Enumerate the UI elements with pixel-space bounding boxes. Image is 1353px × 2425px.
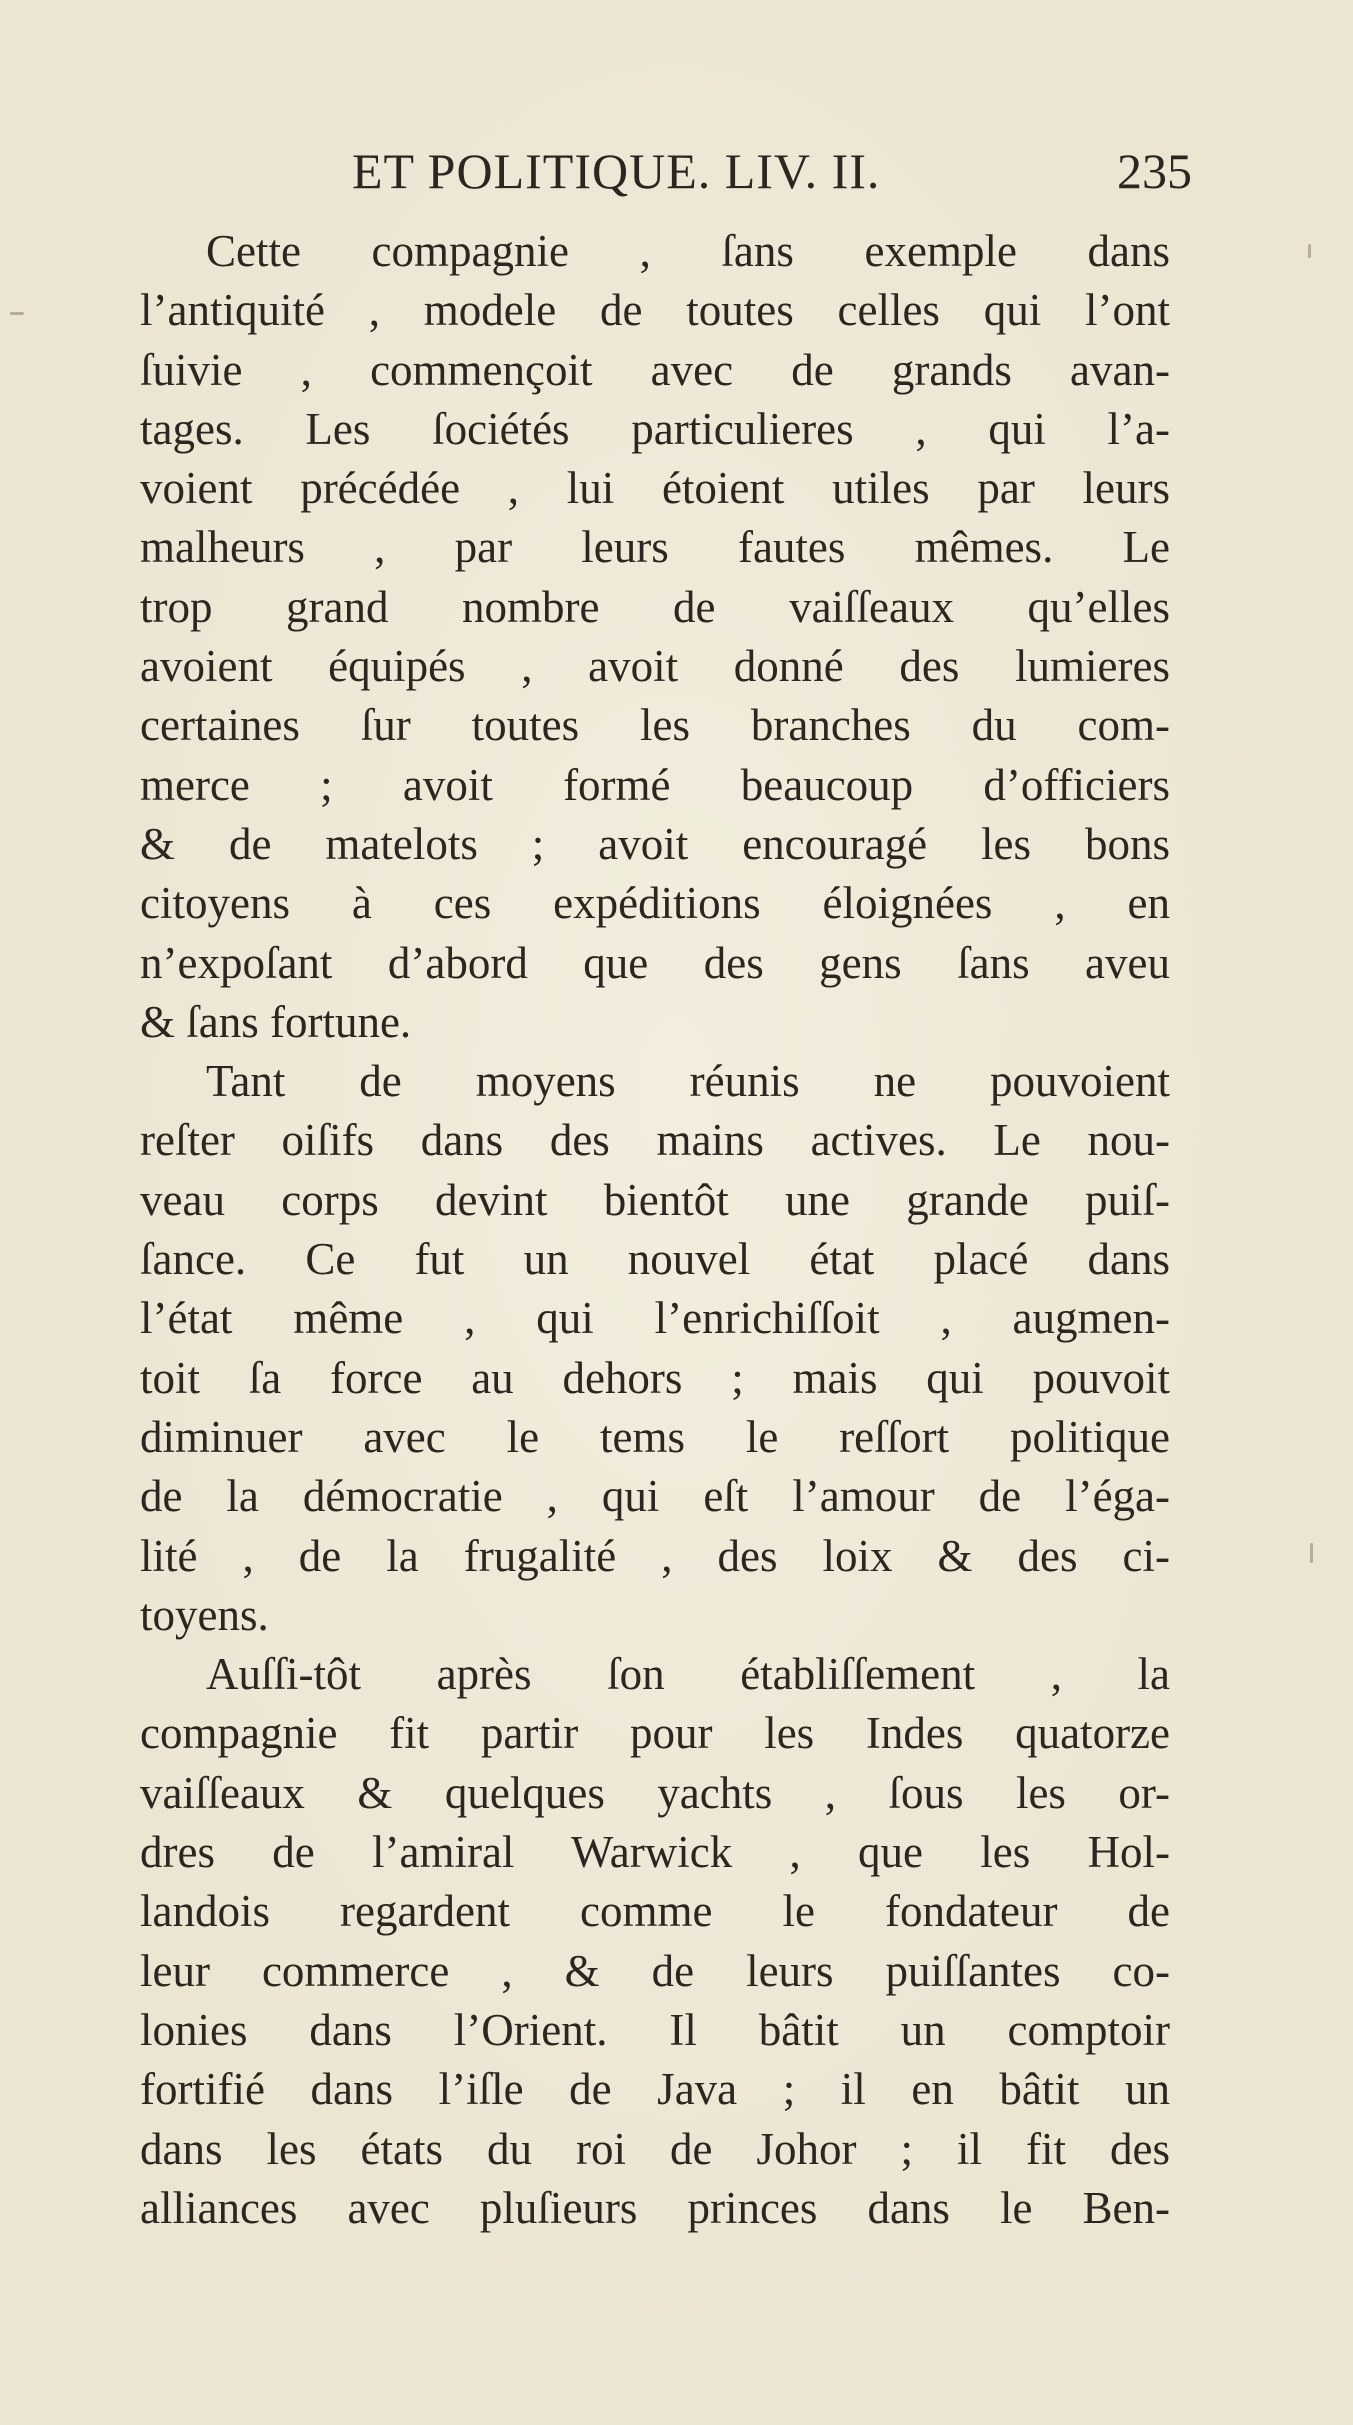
text-line: toyens. — [140, 1589, 269, 1640]
text-line: compagnie fit partir pour les Indes quatorze — [140, 1708, 1170, 1759]
text-line: diminuer avec le tems le reſſort politique — [140, 1411, 1170, 1462]
text-line: dres de l’amiral Warwick , que les Hol- — [140, 1827, 1170, 1878]
text-line: & de matelots ; avoit encouragé les bons — [140, 818, 1170, 869]
text-line: toit ſa force au dehors ; mais qui pouvoit — [140, 1352, 1170, 1403]
text-line: alliances avec pluſieurs princes dans le Ben- — [140, 2182, 1170, 2233]
text-line: & ſans fortune. — [140, 996, 412, 1047]
text-line: trop grand nombre de vaiſſeaux qu’elles — [140, 581, 1170, 632]
page-header — [352, 142, 1192, 212]
text-line: Auſſi-tôt après ſon établiſſement , la — [206, 1649, 1170, 1700]
text-line: veau corps devint bientôt une grande puiſ- — [140, 1174, 1170, 1225]
text-line: landois regardent comme le fondateur de — [140, 1886, 1170, 1937]
text-line: voient précédée , lui étoient utiles par leurs — [140, 463, 1170, 514]
text-line: l’état même , qui l’enrichiſſoit , augmen- — [140, 1293, 1170, 1344]
text-line: l’antiquité , modele de toutes celles qui l’ont — [140, 285, 1170, 336]
text-line: lonies dans l’Orient. Il bâtit un comptoir — [140, 2004, 1170, 2055]
text-line: citoyens à ces expéditions éloignées , en — [140, 878, 1170, 929]
text-line: tages. Les ſociétés particulieres , qui l’a- — [140, 403, 1170, 454]
text-line: Tant de moyens réunis ne pouvoient — [206, 1056, 1170, 1107]
paper-speck — [10, 312, 24, 315]
text-line: certaines ſur toutes les branches du com- — [140, 700, 1170, 751]
text-line: leur commerce , & de leurs puiſſantes co- — [140, 1945, 1170, 1996]
text-line: reſter oiſifs dans des mains actives. Le nou- — [140, 1115, 1170, 1166]
text-line: vaiſſeaux & quelques yachts , ſous les or- — [140, 1767, 1170, 1818]
page-number: 235 — [1117, 143, 1192, 199]
text-line: Cette compagnie , ſans exemple dans — [206, 226, 1170, 276]
running-head: ET POLITIQUE. LIV. II. — [352, 143, 881, 199]
body-text — [140, 222, 1170, 2238]
text-line: fortifié dans l’iſle de Java ; il en bâtit un — [140, 2064, 1170, 2115]
text-line: lité , de la frugalité , des loix & des ci- — [140, 1530, 1170, 1581]
text-line: merce ; avoit formé beaucoup d’officiers — [140, 759, 1170, 810]
paper-speck — [1308, 244, 1311, 258]
text-line: de la démocratie , qui eſt l’amour de l’éga- — [140, 1471, 1170, 1522]
text-line: ſuivie , commençoit avec de grands avan- — [140, 344, 1170, 395]
text-line: dans les états du roi de Johor ; il fit des — [140, 2123, 1170, 2174]
text-line: avoient équipés , avoit donné des lumieres — [140, 641, 1170, 692]
text-line: ſance. Ce fut un nouvel état placé dans — [140, 1234, 1170, 1285]
paper-speck — [1310, 1543, 1313, 1563]
text-line: malheurs , par leurs fautes mêmes. Le — [140, 522, 1170, 573]
text-line: n’expoſant d’abord que des gens ſans aveu — [140, 937, 1170, 988]
